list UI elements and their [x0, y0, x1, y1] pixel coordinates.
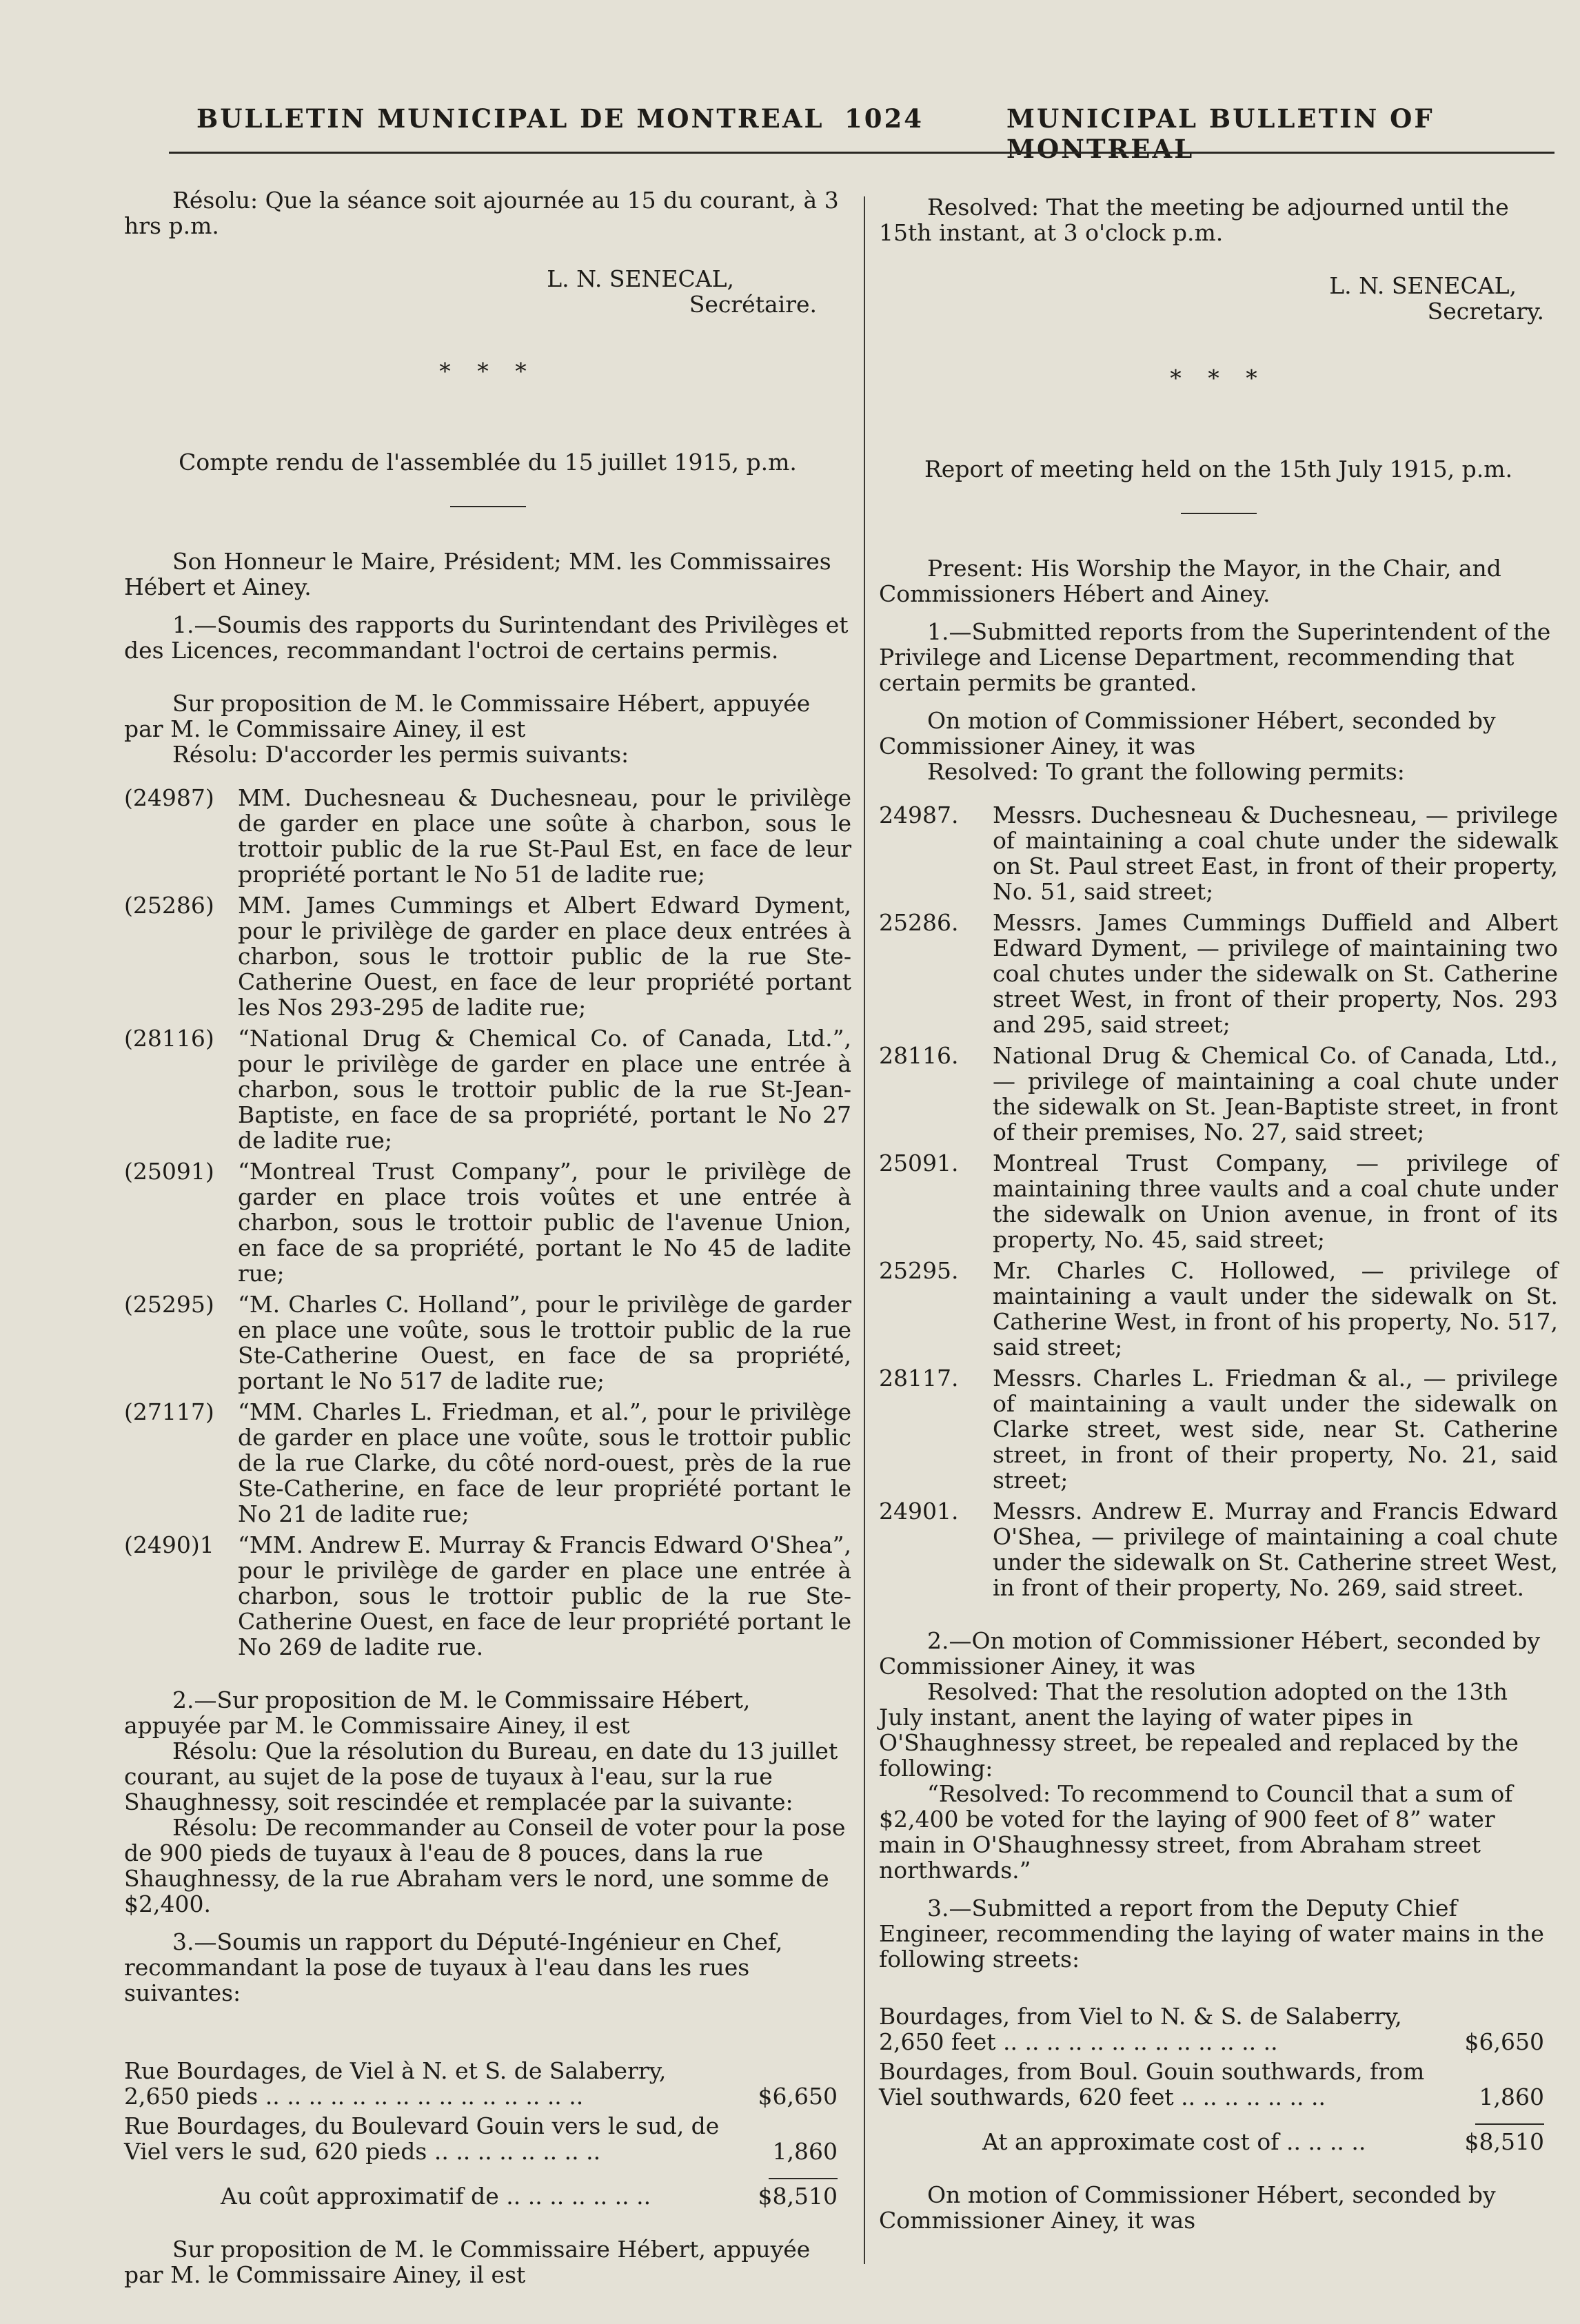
permit-number: 25091.	[879, 1150, 959, 1176]
permit-entry	[879, 1043, 1558, 1145]
permit-entry	[879, 802, 1558, 904]
report-title: Report of meeting held on the 15th July 1915, p.m.	[924, 456, 1513, 482]
permit-text: Messrs. Duchesneau & Duchesneau, — privilege of maintaining a coal chute under the sidewalk on St. Paul street East, in front of their property, No. 51, said street;	[993, 802, 1558, 905]
present-members: Present: His Worship the Mayor, in the Chair, and Commissioners Hébert and Ainey.	[879, 555, 1501, 607]
page-number: 1024	[844, 103, 924, 134]
cost-line	[879, 2059, 1558, 2110]
permit-entry	[879, 1498, 1558, 1600]
permit-number: 24987.	[879, 802, 959, 828]
title-rule	[1181, 513, 1257, 514]
cost-label: Rue Bourdages, de Viel à N. et S. de Salaberry, 2,650 pieds .. .. .. .. .. .. .. .. .. .. .. .. .. .. ..	[124, 2057, 667, 2110]
report-title: Compte rendu de l'assemblée du 15 juillet 1915, p.m.	[179, 449, 797, 476]
column-divider	[864, 196, 865, 2264]
permit-number: 28116.	[879, 1042, 959, 1069]
item-2-resolution-b: “Resolved: To recommend to Council that a sum of $2,400 be voted for the laying of 900 feet of 8” water main in O'Shaughnessy street, from Abraham street northwards.”	[879, 1780, 1513, 1884]
motion-1: On motion of Commissioner Hébert, seconded by Commissioner Ainey, it was	[879, 707, 1496, 760]
section-stars: * * *	[1170, 365, 1267, 391]
cost-label: Bourdages, from Viel to N. & S. de Salaberry, 2,650 feet .. .. .. .. .. .. .. .. .. .. .. .. ..	[879, 2003, 1402, 2055]
header-rule	[169, 152, 1554, 154]
permit-entry	[124, 1532, 851, 1660]
final-motion: On motion of Commissioner Hébert, seconded by Commissioner Ainey, it was	[879, 2181, 1496, 2234]
permit-number: (25286)	[124, 892, 214, 919]
permit-text: Messrs. Charles L. Friedman & al., — privilege of maintaining a vault under the sidewalk on Clarke street, west side, near St. Catherine street, in front of their property, No. 21, said street;	[993, 1365, 1558, 1494]
permit-number: (25091)	[124, 1158, 214, 1185]
cost-label: Bourdages, from Boul. Gouin southwards, from Viel southwards, 620 feet .. .. .. .. .. .. ..	[879, 2058, 1425, 2110]
permit-number: 25295.	[879, 1257, 959, 1284]
permit-entry	[124, 1399, 851, 1527]
cost-label: Rue Bourdages, du Boulevard Gouin vers le sud, de Viel vers le sud, 620 pieds .. .. .. .. .. .. .. ..	[124, 2112, 720, 2165]
permit-entry	[124, 1292, 851, 1394]
title-rule	[450, 506, 526, 507]
cost-amount: 1,860	[772, 2138, 838, 2165]
permit-text: “National Drug & Chemical Co. of Canada, Ltd.”, pour le privilège de garder en place une entrée à charbon, sous le trottoir public de la rue St-Jean-Baptiste, en face de sa propriété, portant le No 27 de ladite rue;	[238, 1025, 851, 1154]
cost-amount: $6,650	[1464, 2028, 1544, 2055]
permit-text: “Montreal Trust Company”, pour le privilège de garder en place trois voûtes et une entrée à charbon, sous le trottoir public de l'avenue Union, en face de sa propriété, portant le No 45 de ladite rue;	[238, 1158, 851, 1287]
motion-1: Sur proposition de M. le Commissaire Hébert, appuyée par M. le Commissaire Ainey, il est	[124, 690, 811, 742]
total-rule	[1475, 2123, 1544, 2125]
item-2-resolution-a: Résolu: Que la résolution du Bureau, en date du 13 juillet courant, au sujet de la pose de tuyaux à l'eau, sur la rue Shaughnessy, soit rescindée et remplacée par la suivante:	[124, 1737, 838, 1815]
permit-entry	[879, 1258, 1558, 1360]
cost-amount: 1,860	[1479, 2083, 1544, 2110]
total-label: At an approximate cost of .. .. .. ..	[982, 2128, 1366, 2155]
signatory-title: Secretary.	[1427, 298, 1544, 325]
permit-number: 25286.	[879, 909, 959, 936]
item-3: 3.—Soumis un rapport du Député-Ingénieur en Chef, recommandant la pose de tuyaux à l'eau dans les rues suivantes:	[124, 1928, 783, 2006]
adjourn-resolution: Résolu: Que la séance soit ajournée au 15 du courant, à 3 hrs p.m.	[124, 187, 839, 239]
header-left-title: BULLETIN MUNICIPAL DE MONTREAL	[196, 103, 824, 134]
item-2-resolution-b: Résolu: De recommander au Conseil de voter pour la pose de 900 pieds de tuyaux à l'eau de 8 pouces, dans la rue Shaughnessy, de la rue Abraham vers le nord, une somme de $2,400.	[124, 1814, 846, 1917]
permit-text: MM. Duchesneau & Duchesneau, pour le privilège de garder en place une soûte à charbon, sous le trottoir public de la rue St-Paul Est, en face de leur propriété portant le No 51 de ladite rue;	[238, 784, 851, 888]
section-stars: * * *	[439, 358, 536, 385]
english-column	[879, 194, 1558, 2233]
resolution-1: Résolu: D'accorder les permis suivants:	[172, 741, 629, 768]
permit-text: “M. Charles C. Holland”, pour le privilège de garder en place une voûte, sous le trottoir public de la rue Ste-Catherine Ouest, en face de sa propriété, portant le No 517 de ladite rue;	[238, 1291, 851, 1394]
signatory-name: L. N. SENECAL,	[547, 265, 734, 292]
permit-text: Mr. Charles C. Hollowed, — privilege of maintaining a vault under the sidewalk on St. Catherine West, in front of his property, No. 517, said street;	[993, 1257, 1558, 1360]
permit-text: Messrs. James Cummings Duffield and Albert Edward Dyment, — privilege of maintaining two coal chutes under the sidewalk on St. Catherine street West, in front of their property, Nos. 293 and 295, said street;	[993, 909, 1558, 1038]
present-members: Son Honneur le Maire, Président; MM. les Commissaires Hébert et Ainey.	[124, 548, 831, 600]
cost-line	[124, 2058, 851, 2109]
permit-entry	[879, 910, 1558, 1037]
permit-number: (24987)	[124, 784, 214, 811]
permit-number: (27117)	[124, 1398, 214, 1425]
total-rule	[769, 2178, 838, 2179]
adjourn-resolution: Resolved: That the meeting be adjourned until the 15th instant, at 3 o'clock p.m.	[879, 194, 1509, 246]
signatory-name: L. N. SENECAL,	[1329, 272, 1517, 299]
permit-number: 24901.	[879, 1498, 959, 1525]
item-2: 2.—Sur proposition de M. le Commissaire Hébert, appuyée par M. le Commissaire Ainey, il est	[124, 1686, 751, 1739]
cost-line	[124, 2113, 851, 2164]
permit-text: Montreal Trust Company, — privilege of maintaining three vaults and a coal chute under the sidewalk on Union avenue, in front of its property, No. 45, said street;	[993, 1150, 1558, 1253]
total-amount: $8,510	[758, 2183, 838, 2210]
signatory-title: Secrétaire.	[689, 291, 817, 318]
permit-entry	[124, 1159, 851, 1286]
permit-text: “MM. Charles L. Friedman, et al.”, pour le privilège de garder en place une voûte, sous le trottoir public de la rue Clarke, du côté nord-ouest, près de la rue Ste-Catherine, en face de leur propriété portant le No 21 de ladite rue;	[238, 1398, 851, 1527]
item-2-resolution-a: Resolved: That the resolution adopted on the 13th July instant, anent the laying of water pipes in O'Shaughnessy street, be repealed and replaced by the following:	[879, 1678, 1519, 1782]
cost-line	[879, 2004, 1558, 2055]
permit-number: 28117.	[879, 1365, 959, 1392]
permit-number: (28116)	[124, 1025, 214, 1052]
permit-text: National Drug & Chemical Co. of Canada, Ltd.,— privilege of maintaining a coal chute under the sidewalk on St. Jean-Baptiste street, in front of their premises, No. 27, said street;	[993, 1042, 1558, 1145]
total-amount: $8,510	[1464, 2128, 1544, 2155]
permit-text: “MM. Andrew E. Murray & Francis Edward O'Shea”, pour le privilège de garder en place une entrée à charbon, sous le trottoir public de la rue Ste-Catherine Ouest, en face de leur propriété portant le No 269 de ladite rue.	[238, 1531, 851, 1660]
permit-text: MM. James Cummings et Albert Edward Dyment, pour le privilège de garder en place deux entrées à charbon, sous le trottoir public de la rue Ste-Catherine Ouest, en face de leur propriété portant les Nos 293-295 de ladite rue;	[238, 892, 851, 1021]
permit-number: (2490)1	[124, 1531, 214, 1558]
permit-number: (25295)	[124, 1291, 214, 1318]
permit-entry	[879, 1150, 1558, 1252]
permit-entry	[124, 1026, 851, 1153]
item-1: 1.—Soumis des rapports du Surintendant des Privilèges et des Licences, recommandant l'octroi de certains permis.	[124, 611, 849, 664]
item-1: 1.—Submitted reports from the Superintendent of the Privilege and License Department, recommending that certain permits be granted.	[879, 618, 1551, 696]
cost-amount: $6,650	[758, 2083, 838, 2110]
item-2: 2.—On motion of Commissioner Hébert, seconded by Commissioner Ainey, it was	[879, 1627, 1541, 1680]
permit-text: Messrs. Andrew E. Murray and Francis Edward O'Shea, — privilege of maintaining a coal chute under the sidewalk on St. Catherine street West, in front of their property, No. 269, said street.	[993, 1498, 1558, 1601]
french-column	[124, 187, 851, 2287]
permit-entry	[879, 1365, 1558, 1493]
total-line	[124, 2183, 851, 2209]
total-line	[879, 2129, 1558, 2154]
item-3: 3.—Submitted a report from the Deputy Chief Engineer, recommending the laying of water mains in the following streets:	[879, 1895, 1544, 1973]
permit-entry	[124, 893, 851, 1020]
permit-entry	[124, 785, 851, 887]
header-right-title: MUNICIPAL BULLETIN OF MONTREAL	[1006, 103, 1435, 164]
total-label: Au coût approximatif de .. .. .. .. .. .. ..	[221, 2183, 651, 2210]
resolution-1: Resolved: To grant the following permits:	[927, 758, 1405, 785]
final-motion: Sur proposition de M. le Commissaire Hébert, appuyée par M. le Commissaire Ainey, il est	[124, 2236, 811, 2288]
